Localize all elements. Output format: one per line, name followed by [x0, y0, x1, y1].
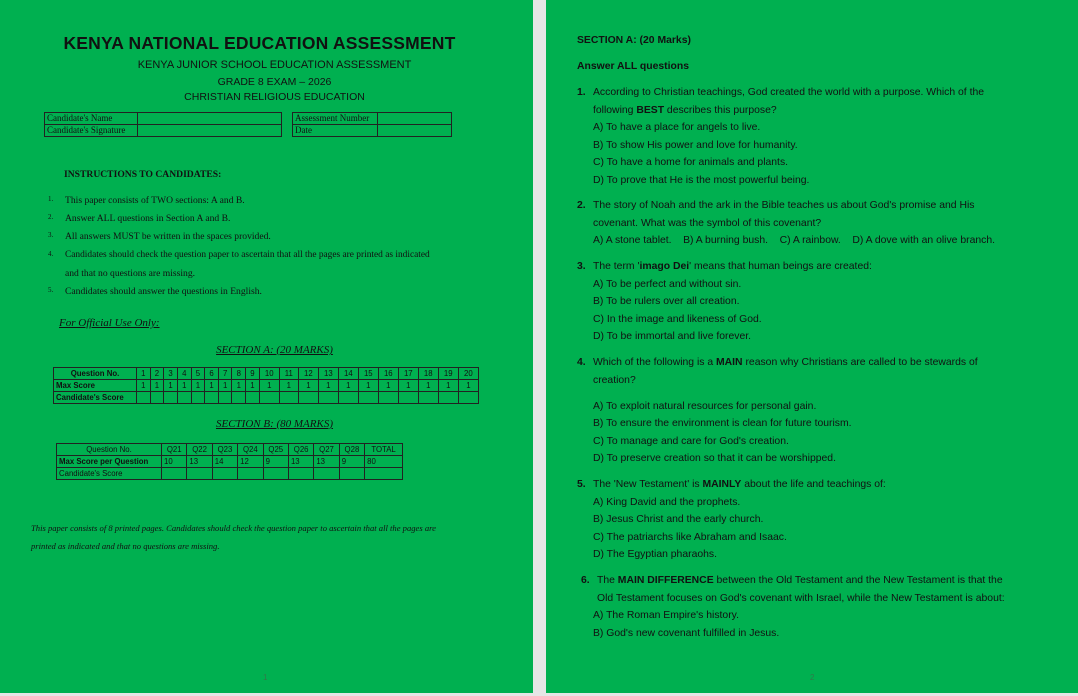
score-cell: 3 — [164, 368, 178, 380]
page-number: 1 — [263, 673, 268, 682]
assessment-number-field[interactable] — [378, 113, 452, 125]
score-cell[interactable] — [288, 468, 313, 480]
instructions-heading: INSTRUCTIONS TO CANDIDATES: — [64, 169, 222, 180]
score-cell: 5 — [191, 368, 205, 380]
option-a[interactable]: A) The Roman Empire's history. — [593, 610, 739, 622]
section-a-title: SECTION A: (20 Marks) — [577, 35, 691, 46]
assessment-number-label: Assessment Number — [293, 113, 378, 125]
score-cell: 12 — [298, 368, 318, 380]
section-b-heading: SECTION B: (80 MARKS) — [215, 418, 333, 430]
score-cell: 1 — [318, 380, 338, 392]
score-cell: 14 — [212, 456, 237, 468]
page-number: 2 — [810, 673, 815, 682]
question-options[interactable]: A) A stone tablet. B) A burning bush. C) A rainbow. D) A dove with an olive branch. — [593, 235, 995, 247]
score-cell[interactable] — [162, 468, 187, 480]
score-cell: 9 — [246, 368, 260, 380]
score-cell: 1 — [164, 380, 178, 392]
score-cell: 1 — [205, 380, 219, 392]
score-cell: 1 — [438, 380, 458, 392]
option-b[interactable]: B) Jesus Christ and the early church. — [593, 514, 764, 526]
row-label: Max Score per Question — [57, 456, 162, 468]
score-cell: TOTAL — [365, 444, 403, 456]
score-cell: 7 — [218, 368, 232, 380]
score-cell: 1 — [218, 380, 232, 392]
score-cell: 1 — [191, 380, 205, 392]
score-cell: 1 — [358, 380, 378, 392]
question-stem: The story of Noah and the ark in the Bible teaches us about God's promise and His — [593, 200, 975, 211]
question-stem: The MAIN DIFFERENCE between the Old Testament and the New Testament is that the — [597, 575, 1003, 586]
exam-cover-page: KENYA NATIONAL EDUCATION ASSESSMENT KENYA JUNIOR SCHOOL EDUCATION ASSESSMENT GRADE 8 EXAM – 2026 CHRISTIAN RELIGIOUS EDUCATION Candidate's Name Candidate's Signature Assessment Number Date INSTRUCTIONS TO CANDIDATES: 1. This paper consists of TWO sections: A and B. 2. Answer ALL questions in Section A and B. 3. All answers MUST be written in the spaces provided. 4. Candidates should check the question paper to ascertain that all the pages are printed as indicated and that no questions are missing. 5. Candidates should answer the questions in English. For Official Use Only: SECTION A: (20 MARKS) Question No. 1 2 3 4 5 6 7 8 9 10 11 12 13 14 15 16 17 18 19 20 Max Score 1 1 1 1 1 1 1 1 1 1 1 1 1 1 1 1 1 1 1 1 Candidate's Score SECTION B: (80 MARKS) Question No. Q21 Q22 Q23 Q24 Q25 Q26 Q27 Q28 TOTAL Max Score per Question 10 13 14 12 9 13 13 9 80 Candidate's Score This paper consists of 8 printed pages. Candidates should check the question paper to ascertain that all the pages are printed as indicated and that no questions are missing. 1 — [0, 0, 533, 693]
option-d[interactable]: D) The Egyptian pharaohs. — [593, 549, 717, 561]
score-cell: 1 — [246, 380, 260, 392]
score-cell: 18 — [418, 368, 438, 380]
score-cell: 8 — [232, 368, 246, 380]
score-cell: 10 — [259, 368, 279, 380]
score-cell: 10 — [162, 456, 187, 468]
score-cell[interactable] — [232, 392, 246, 404]
option-a[interactable]: A) To have a place for angels to live. — [593, 122, 761, 134]
section-a-questions-page — [546, 0, 1078, 693]
option-c[interactable]: C) In the image and likeness of God. — [593, 313, 762, 325]
option-d[interactable]: D) To prove that He is the most powerful being. — [593, 175, 810, 186]
score-cell[interactable] — [191, 392, 205, 404]
score-cell[interactable] — [187, 468, 212, 480]
question-number: 5. — [577, 479, 586, 490]
score-cell: Q27 — [314, 444, 339, 456]
score-cell: 13 — [314, 456, 339, 468]
exam-grade: GRADE 8 EXAM – 2026 — [217, 76, 332, 88]
score-cell: 15 — [358, 368, 378, 380]
option-a[interactable]: A) To be perfect and without sin. — [593, 278, 742, 290]
question-stem: covenant. What was the symbol of this covenant? — [593, 217, 822, 229]
score-cell: 80 — [365, 456, 403, 468]
score-cell: Q24 — [238, 444, 263, 456]
question-stem: creation? — [593, 374, 636, 386]
row-label: Question No. — [57, 444, 162, 456]
row-label: Max Score — [54, 380, 137, 392]
candidate-name-label: Candidate's Name — [45, 113, 138, 125]
date-label: Date — [293, 125, 378, 137]
score-cell: Q23 — [212, 444, 237, 456]
score-cell: Q26 — [288, 444, 313, 456]
score-cell: 16 — [378, 368, 398, 380]
section-a-heading: SECTION A: (20 MARKS) — [216, 344, 333, 356]
exam-title: KENYA NATIONAL EDUCATION ASSESSMENT — [63, 33, 456, 53]
score-cell: 1 — [338, 380, 358, 392]
option-d[interactable]: D) To be immortal and live forever. — [593, 331, 752, 343]
score-cell[interactable] — [338, 392, 358, 404]
score-cell[interactable] — [218, 392, 232, 404]
exam-subtitle: KENYA JUNIOR SCHOOL EDUCATION ASSESSMENT — [137, 59, 412, 71]
score-cell[interactable] — [246, 392, 260, 404]
score-cell: 13 — [318, 368, 338, 380]
score-cell: 1 — [378, 380, 398, 392]
score-cell[interactable] — [339, 468, 364, 480]
section-a-score-table — [53, 367, 479, 404]
score-cell: 1 — [458, 380, 478, 392]
candidate-details-table — [44, 112, 282, 137]
score-cell[interactable] — [378, 392, 398, 404]
score-cell: 1 — [137, 380, 151, 392]
score-cell: 1 — [418, 380, 438, 392]
question-number: 2. — [577, 200, 586, 211]
option-d[interactable]: D) To preserve creation so that it can be worshipped. — [593, 453, 836, 465]
score-cell: Q21 — [162, 444, 187, 456]
question-number: 1. — [577, 87, 586, 98]
row-label: Candidate's Score — [54, 392, 137, 404]
score-cell: 1 — [279, 380, 298, 392]
score-cell: Q22 — [187, 444, 212, 456]
row-label: Question No. — [54, 368, 137, 380]
score-cell: 4 — [177, 368, 191, 380]
score-cell: 13 — [288, 456, 313, 468]
option-a[interactable]: A) King David and the prophets. — [593, 496, 741, 508]
score-cell[interactable] — [164, 392, 178, 404]
question-number: 3. — [577, 261, 586, 272]
score-cell: 6 — [205, 368, 219, 380]
official-use-heading: For Official Use Only: — [59, 317, 160, 329]
score-cell: 12 — [238, 456, 263, 468]
score-cell[interactable] — [365, 468, 403, 480]
question-stem: The term 'imago Dei' means that human beings are created: — [593, 261, 872, 272]
score-cell: 19 — [438, 368, 458, 380]
score-cell: 9 — [263, 456, 288, 468]
score-cell: 1 — [259, 380, 279, 392]
option-c[interactable]: C) To manage and care for God's creation. — [593, 435, 789, 447]
question-stem: The 'New Testament' is MAINLY about the life and teachings of: — [593, 479, 886, 490]
score-cell[interactable] — [238, 468, 263, 480]
option-b[interactable]: B) To ensure the environment is clean for future tourism. — [593, 418, 852, 430]
score-cell: Q25 — [263, 444, 288, 456]
score-cell[interactable] — [259, 392, 279, 404]
score-cell: 14 — [338, 368, 358, 380]
pages-note-line1: This paper consists of 8 printed pages. Candidates should check the question paper to ascertain that all the pages are — [31, 523, 436, 533]
score-cell[interactable] — [418, 392, 438, 404]
score-cell[interactable] — [314, 468, 339, 480]
score-cell: 1 — [150, 380, 164, 392]
score-cell: 1 — [398, 380, 418, 392]
option-c[interactable]: C) To have a home for animals and plants. — [593, 157, 789, 169]
score-cell: 1 — [298, 380, 318, 392]
answer-all-instruction: Answer ALL questions — [577, 61, 690, 72]
section-b-score-table — [56, 443, 403, 480]
score-cell[interactable] — [150, 392, 164, 404]
score-cell: 17 — [398, 368, 418, 380]
option-c[interactable]: C) The patriarchs like Abraham and Isaac. — [593, 531, 787, 543]
question-stem: Old Testament focuses on God's covenant with Israel, while the New Testament is about: — [597, 592, 1005, 604]
question-stem: following BEST describes this purpose? — [593, 104, 777, 116]
score-cell[interactable] — [438, 392, 458, 404]
question-number: 6. — [581, 575, 590, 586]
question-stem: Which of the following is a MAIN reason why Christians are called to be stewards of — [593, 357, 978, 368]
score-cell[interactable] — [358, 392, 378, 404]
score-cell: 1 — [177, 380, 191, 392]
exam-subject: CHRISTIAN RELIGIOUS EDUCATION — [184, 91, 365, 103]
row-label: Candidate's Score — [57, 468, 162, 480]
score-cell[interactable] — [137, 392, 151, 404]
option-b[interactable]: B) God's new covenant fulfilled in Jesus. — [593, 627, 780, 639]
score-cell: 1 — [232, 380, 246, 392]
score-cell[interactable] — [205, 392, 219, 404]
score-cell[interactable] — [398, 392, 418, 404]
option-b[interactable]: B) To show His power and love for humanity. — [593, 139, 798, 151]
score-cell[interactable] — [177, 392, 191, 404]
score-cell: 20 — [458, 368, 478, 380]
candidate-signature-field[interactable] — [138, 125, 282, 137]
score-cell[interactable] — [298, 392, 318, 404]
score-cell[interactable] — [458, 392, 478, 404]
pages-note-line2: printed as indicated and that no questions are missing. — [31, 541, 220, 551]
score-cell: Q28 — [339, 444, 364, 456]
score-cell: 2 — [150, 368, 164, 380]
score-cell: 9 — [339, 456, 364, 468]
assessment-details-table — [292, 112, 452, 137]
score-cell: 1 — [137, 368, 151, 380]
question-number: 4. — [577, 357, 586, 368]
score-cell[interactable] — [263, 468, 288, 480]
score-cell[interactable] — [318, 392, 338, 404]
score-cell: 11 — [279, 368, 298, 380]
option-b[interactable]: B) To be rulers over all creation. — [593, 296, 740, 308]
option-a[interactable]: A) To exploit natural resources for personal gain. — [593, 400, 817, 412]
score-cell[interactable] — [212, 468, 237, 480]
question-stem: According to Christian teachings, God created the world with a purpose. Which of the — [593, 87, 985, 98]
date-field[interactable] — [378, 125, 452, 137]
score-cell[interactable] — [279, 392, 298, 404]
candidate-name-field[interactable] — [138, 113, 282, 125]
candidate-signature-label: Candidate's Signature — [45, 125, 138, 137]
score-cell: 13 — [187, 456, 212, 468]
